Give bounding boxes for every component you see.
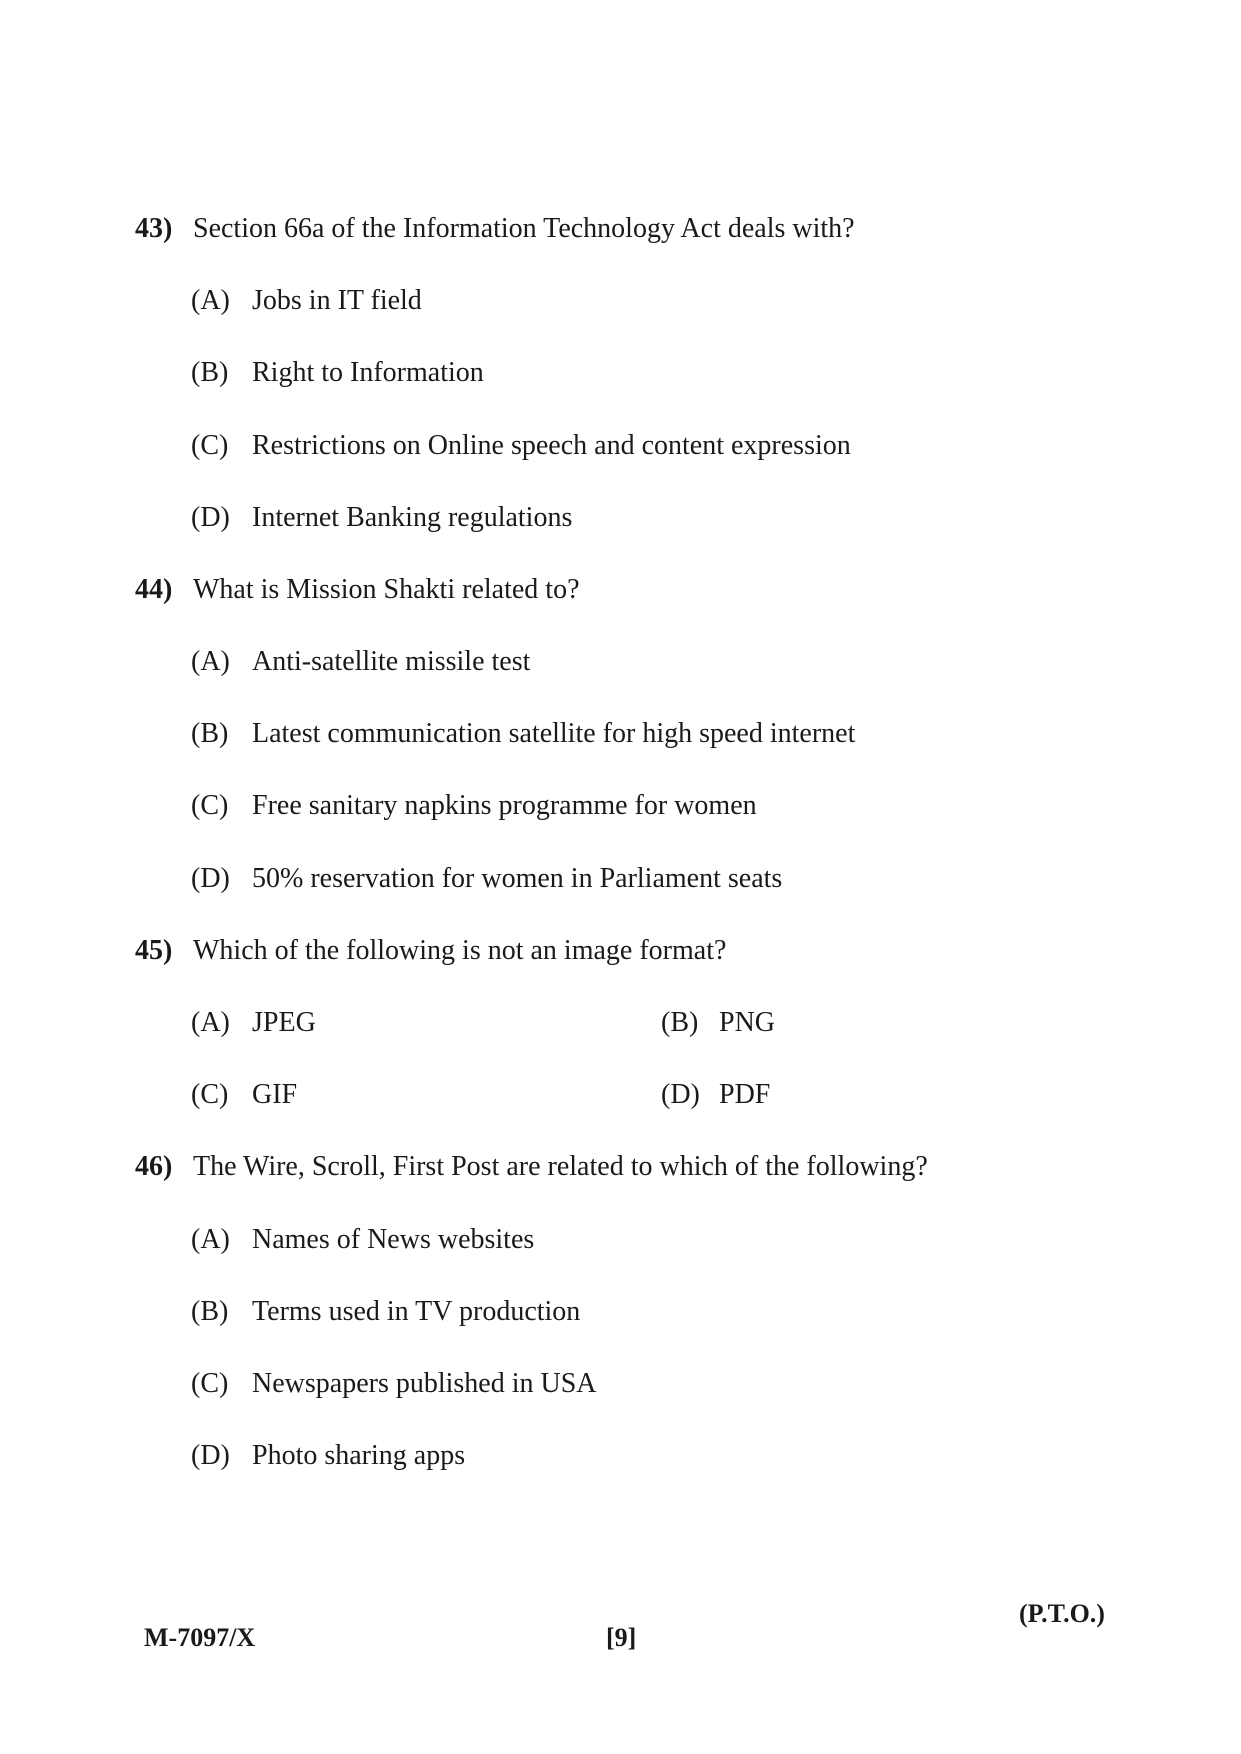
option-text: Internet Banking regulations bbox=[252, 502, 573, 533]
option-text: Anti-satellite missile test bbox=[252, 646, 531, 677]
option-letter: (C) bbox=[191, 790, 229, 821]
option-text: Jobs in IT field bbox=[252, 285, 422, 316]
question-number: 43) bbox=[135, 213, 173, 244]
option-text: Right to Information bbox=[252, 357, 484, 388]
option-letter: (B) bbox=[191, 718, 229, 749]
question-text: What is Mission Shakti related to? bbox=[193, 574, 580, 605]
question-number: 44) bbox=[135, 574, 173, 605]
option-letter: (B) bbox=[191, 357, 229, 388]
option-letter: (C) bbox=[191, 1368, 229, 1399]
option-letter: (A) bbox=[191, 646, 230, 677]
option-text: 50% reservation for women in Parliament seats bbox=[252, 863, 783, 894]
question-text: Which of the following is not an image format? bbox=[193, 935, 727, 966]
option-text: Terms used in TV production bbox=[252, 1296, 581, 1327]
option-text: Free sanitary napkins programme for women bbox=[252, 790, 757, 821]
option-letter: (D) bbox=[191, 1440, 230, 1471]
option-letter: (D) bbox=[661, 1079, 700, 1110]
option-text: Photo sharing apps bbox=[252, 1440, 466, 1471]
option-text: PNG bbox=[719, 1007, 776, 1038]
option-letter: (C) bbox=[191, 1079, 229, 1110]
option-letter: (B) bbox=[191, 1296, 229, 1327]
page-number: [9] bbox=[606, 1623, 637, 1652]
option-text: Newspapers published in USA bbox=[252, 1368, 597, 1399]
paper-code: M-7097/X bbox=[144, 1623, 256, 1652]
option-text: GIF bbox=[252, 1079, 298, 1110]
option-text: Latest communication satellite for high speed internet bbox=[252, 718, 856, 749]
option-letter: (A) bbox=[191, 1224, 230, 1255]
option-text: Restrictions on Online speech and content expression bbox=[252, 430, 851, 461]
option-text: JPEG bbox=[252, 1007, 316, 1038]
option-letter: (D) bbox=[191, 502, 230, 533]
option-letter: (D) bbox=[191, 863, 230, 894]
question-text: Section 66a of the Information Technology Act deals with? bbox=[193, 213, 855, 244]
option-letter: (A) bbox=[191, 1007, 230, 1038]
option-text: Names of News websites bbox=[252, 1224, 535, 1255]
question-number: 46) bbox=[135, 1151, 173, 1182]
please-turn-over: (P.T.O.) bbox=[1019, 1599, 1105, 1628]
question-text: The Wire, Scroll, First Post are related to which of the following? bbox=[193, 1151, 928, 1182]
option-text: PDF bbox=[719, 1079, 771, 1110]
option-letter: (B) bbox=[661, 1007, 699, 1038]
question-number: 45) bbox=[135, 935, 173, 966]
option-letter: (A) bbox=[191, 285, 230, 316]
option-letter: (C) bbox=[191, 430, 229, 461]
